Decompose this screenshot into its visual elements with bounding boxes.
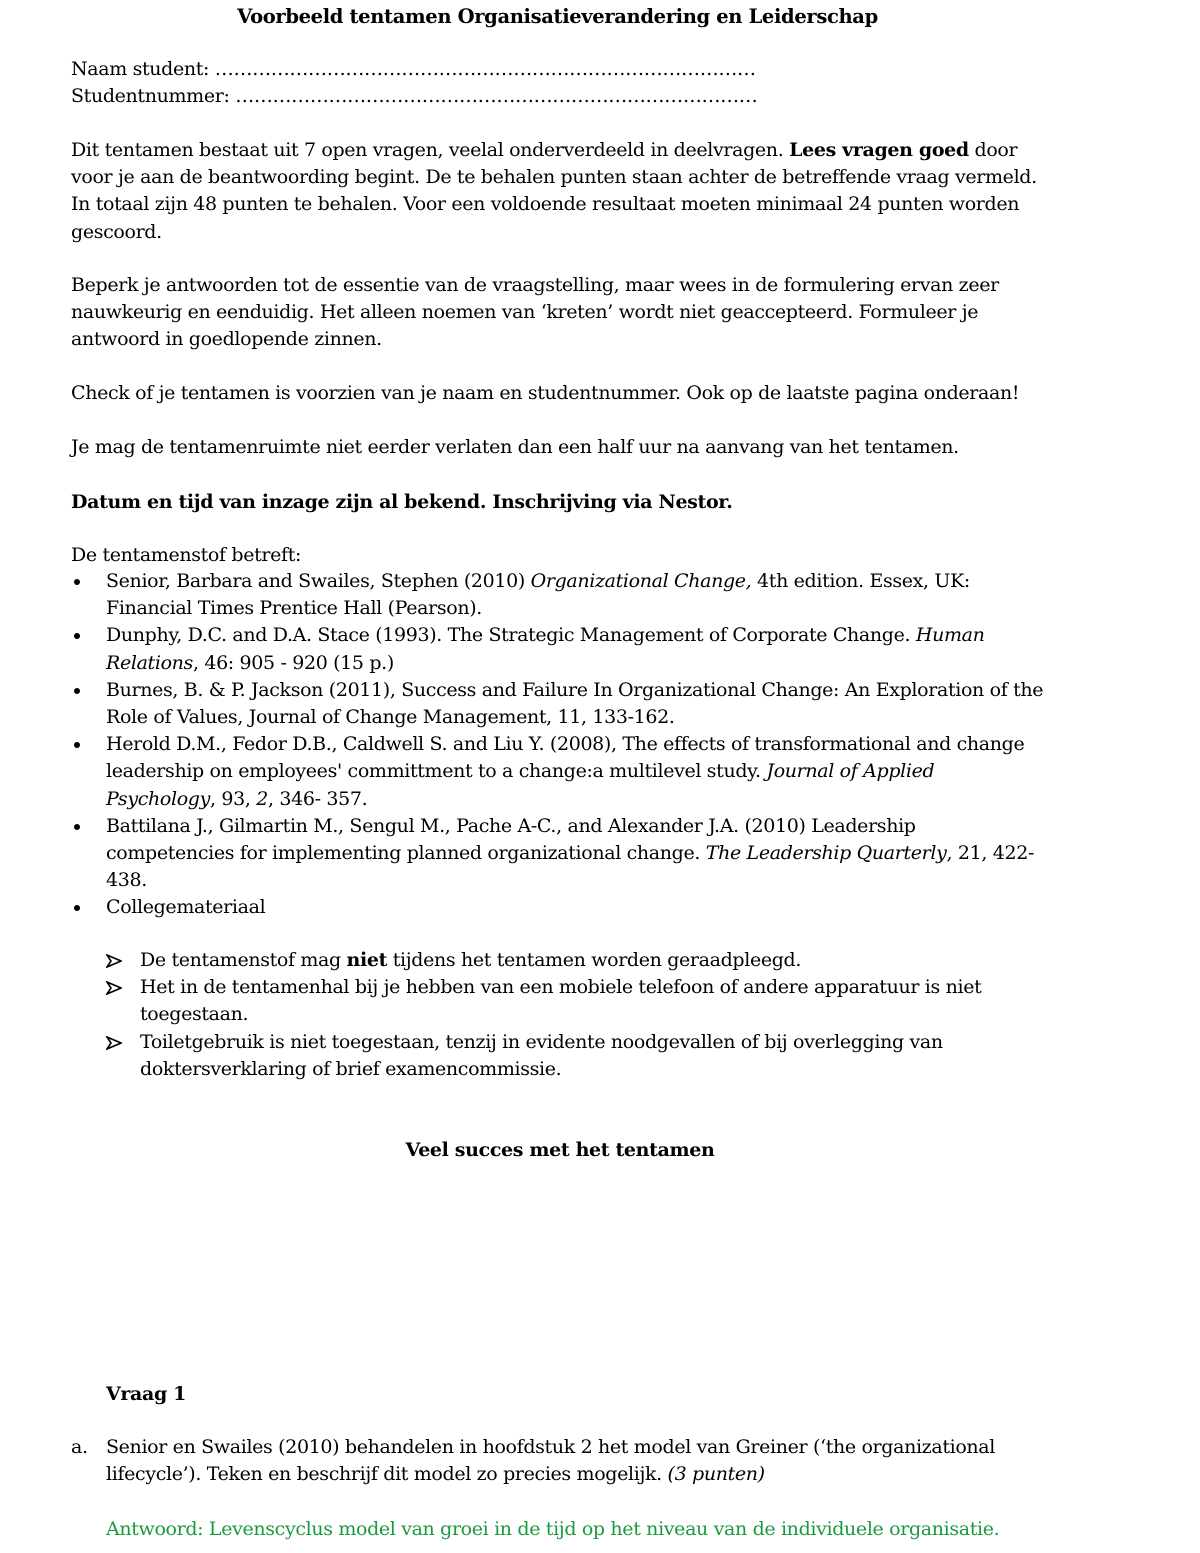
- stof-heading: De tentamenstof betreft:: [71, 544, 302, 566]
- arrow-bullet-icon: [106, 981, 122, 995]
- answer-text: Antwoord: Levenscyclus model van groei in de tijd op het niveau van de individuele organisatie.: [106, 1518, 1000, 1540]
- list-item: Burnes, B. & P. Jackson (2011), Success and Failure In Organizational Change: An Exploration of the Role of Values, Journal of Change Management, 11, 133-162.: [71, 677, 1046, 731]
- reference-list: [71, 568, 1046, 922]
- list-item: Dunphy, D.C. and D.A. Stace (1993). The Strategic Management of Corporate Change. Human Relations, 46: 905 - 920 (15 p.): [71, 622, 1046, 676]
- question-points: (3 punten): [667, 1463, 765, 1486]
- list-item: Herold D.M., Fedor D.B., Caldwell S. and Liu Y. (2008), The effects of transformational and change leadership on employees' committment to a change:a multilevel study. Journal of Applied Psychology, 93, 2, 346- 357.: [71, 731, 1046, 813]
- limit-paragraph: Beperk je antwoorden tot de essentie van de vraagstelling, maar wees in de formulering ervan zeer nauwkeurig en eenduidig. Het alleen noemen van ‘kreten’ wordt niet geaccepteerd. Formuleer je antwoord in goedlopende zinnen.: [71, 274, 999, 351]
- intro-paragraph: Dit tentamen bestaat uit 7 open vragen, veelal onderverdeeld in deelvragen. Lees vragen goed door voor je aan de beantwoording begint. De te behalen punten staan achter de betreffende vraag vermeld. In totaal zijn 48 punten te behalen. Voor een voldoende resultaat moeten minimaal 24 punten worden gescoord.: [71, 139, 1037, 243]
- list-item: Toiletgebruik is niet toegestaan, tenzij in evidente noodgevallen of bij overlegging van doktersverklaring of brief examencommissie.: [106, 1029, 1006, 1083]
- number-label: Studentnummer:: [71, 85, 230, 107]
- arrow-bullet-icon: [106, 1036, 122, 1050]
- list-item: Battilana J., Gilmartin M., Sengul M., Pache A-C., and Alexander J.A. (2010) Leadership competencies for implementing planned organizational change. The Leadership Quarterly, 21, 422-438.: [71, 813, 1046, 895]
- question-heading: Vraag 1: [106, 1383, 187, 1405]
- question-label: a.: [71, 1436, 88, 1458]
- inzage-paragraph: Datum en tijd van inzage zijn al bekend. Inschrijving via Nestor.: [71, 491, 733, 513]
- name-dots: ……………………………………………………………………………: [214, 58, 756, 80]
- rules-list: [106, 947, 1006, 1083]
- question-text: Senior en Swailes (2010) behandelen in hoofdstuk 2 het model van Greiner (‘the organizational lifecycle’). Teken en beschrijf dit model zo precies mogelijk. (3 punten): [106, 1436, 996, 1486]
- list-item: Collegemateriaal: [71, 894, 1046, 921]
- name-label: Naam student:: [71, 58, 210, 80]
- name-student-line: [71, 56, 756, 83]
- list-item: Het in de tentamenhal bij je hebben van een mobiele telefoon of andere apparatuur is niet toegestaan.: [106, 974, 1006, 1028]
- leave-paragraph: Je mag de tentamenruimte niet eerder verlaten dan een half uur na aanvang van het tentamen.: [71, 436, 959, 458]
- intro-bold-text: Lees vragen goed: [789, 139, 969, 161]
- list-item: Senior, Barbara and Swailes, Stephen (2010) Organizational Change, 4th edition. Essex, UK: Financial Times Prentice Hall (Pearson).: [71, 568, 1046, 622]
- number-dots: …………………………………………………………………………: [235, 85, 758, 107]
- student-number-line: [71, 83, 757, 110]
- arrow-bullet-icon: [106, 954, 122, 968]
- list-item: De tentamenstof mag niet tijdens het tentamen worden geraadpleegd.: [106, 947, 1006, 974]
- check-paragraph: Check of je tentamen is voorzien van je naam en studentnummer. Ook op de laatste pagina onderaan!: [71, 382, 1020, 404]
- document-title: Voorbeeld tentamen Organisatieverandering en Leiderschap: [237, 5, 878, 28]
- success-message: Veel succes met het tentamen: [405, 1139, 715, 1161]
